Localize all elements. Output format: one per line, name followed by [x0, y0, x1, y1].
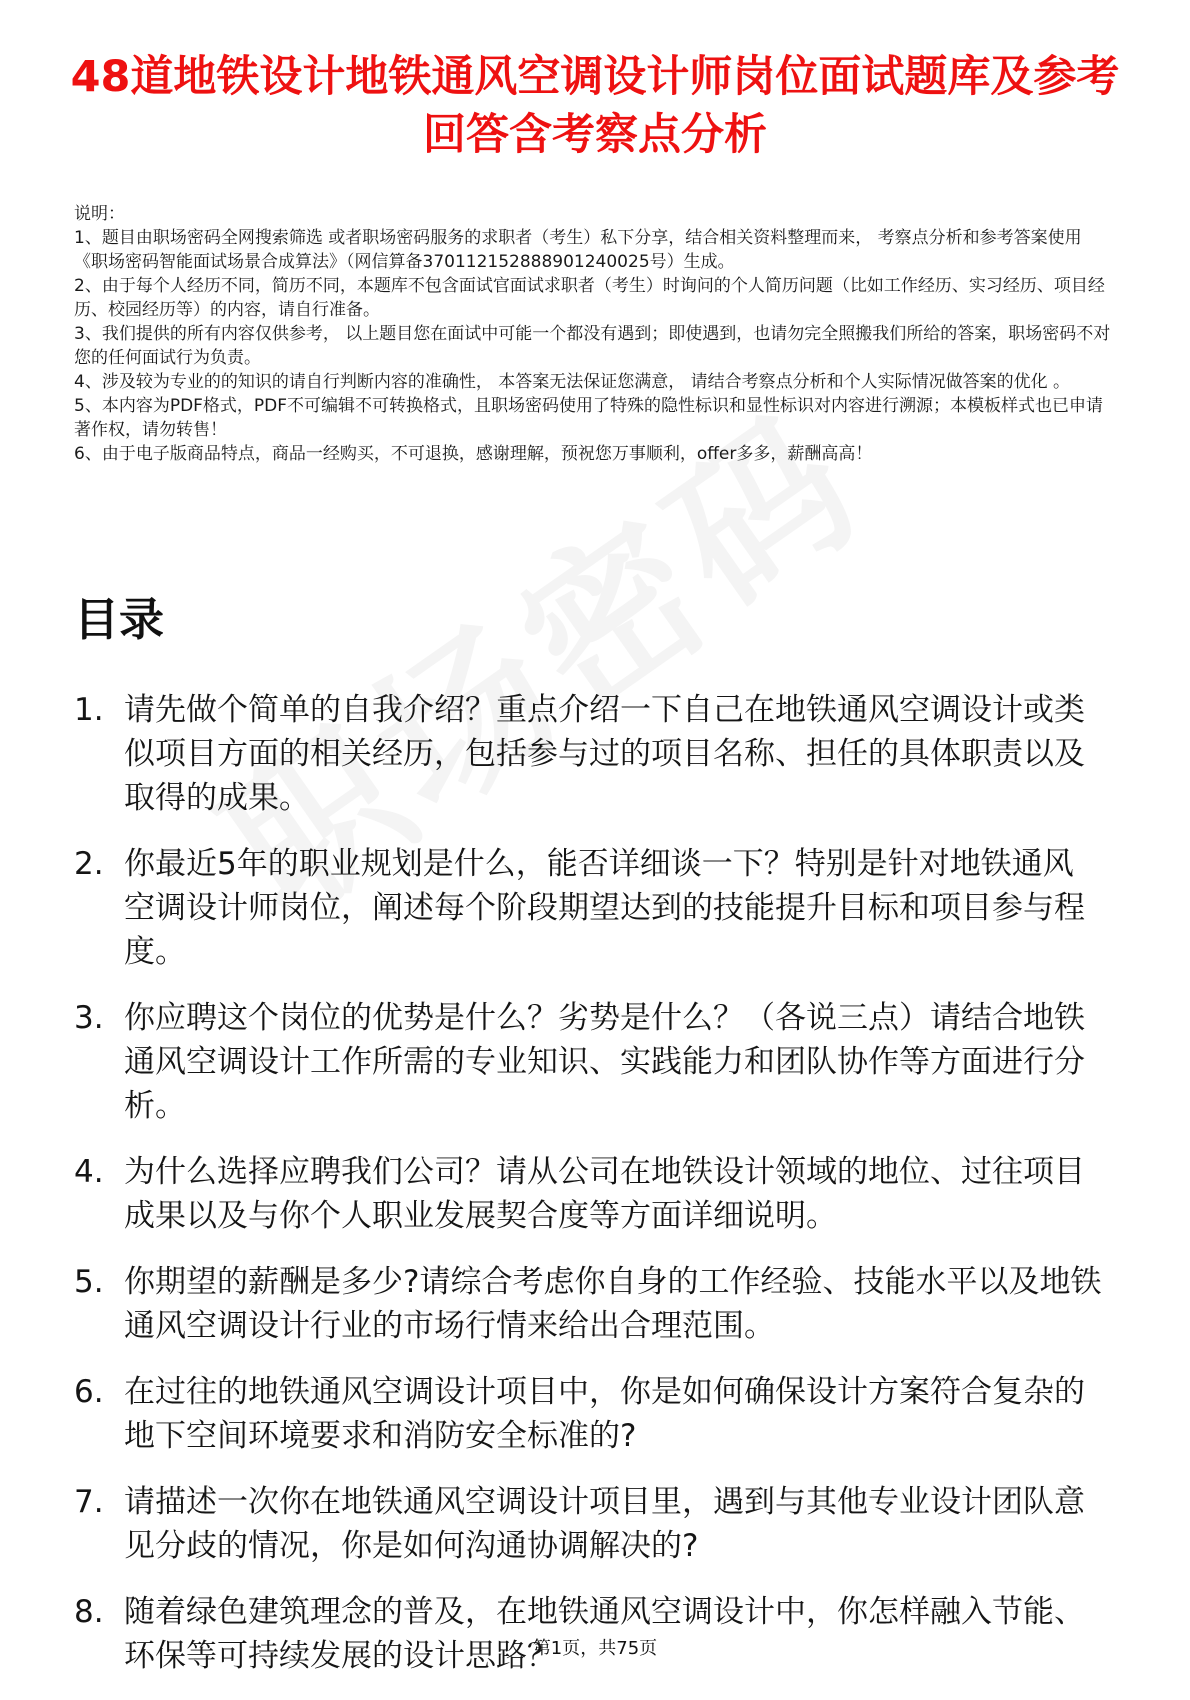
toc-item[interactable]	[74, 996, 1114, 1128]
toc-item-text: 你应聘这个岗位的优势是什么？劣势是什么？（各说三点）请结合地铁通风空调设计工作所需的专业知识、实践能力和团队协作等方面进行分析。	[124, 1000, 1085, 1124]
toc-item-number: 5.	[74, 1264, 104, 1300]
toc-item-text: 为什么选择应聘我们公司？请从公司在地铁设计领域的地位、过往项目成果以及与你个人职业发展契合度等方面详细说明。	[124, 1154, 1085, 1234]
toc-item-text: 你最近5年的职业规划是什么，能否详细谈一下？特别是针对地铁通风空调设计师岗位，阐述每个阶段期望达到的技能提升目标和项目参与程度。	[124, 846, 1085, 970]
toc-item-text: 随着绿色建筑理念的普及，在地铁通风空调设计中，你怎样融入节能、环保等可持续发展的设计思路？	[124, 1594, 1085, 1674]
note-item: 5、本内容为PDF格式，PDF不可编辑不可转换格式，且职场密码使用了特殊的隐性标识和显性标识对内容进行溯源；本模板样式也已申请著作权，请勿转售！	[74, 396, 1104, 440]
toc-item-number: 1.	[74, 692, 104, 728]
note-item: 1、题目由职场密码全网搜索筛选 或者职场密码服务的求职者（考生）私下分享，结合相关资料整理而来， 考察点分析和参考答案使用《职场密码智能面试场景合成算法》（网信算备370112152888901240025号）生成。	[74, 228, 1082, 272]
note-item: 3、我们提供的所有内容仅供参考， 以上题目您在面试中可能一个都没有遇到；即使遇到，也请勿完全照搬我们所给的答案，职场密码不对您的任何面试行为负责。	[74, 324, 1111, 368]
toc-item[interactable]	[74, 688, 1114, 820]
toc-item-number: 7.	[74, 1484, 104, 1520]
toc-heading: 目录	[74, 593, 165, 646]
page-footer: 第1页，共75页	[532, 1638, 658, 1659]
toc-item-text: 在过往的地铁通风空调设计项目中，你是如何确保设计方案符合复杂的地下空间环境要求和消防安全标准的?	[124, 1374, 1085, 1454]
toc-item-text: 你期望的薪酬是多少?请综合考虑你自身的工作经验、技能水平以及地铁通风空调设计行业的市场行情来给出合理范围。	[124, 1264, 1102, 1344]
toc-item-number: 3.	[74, 1000, 104, 1036]
toc-item-number: 4.	[74, 1154, 104, 1190]
note-item: 6、由于电子版商品特点，商品一经购买，不可退换，感谢理解，预祝您万事顺利，offer多多，薪酬高高！	[74, 444, 873, 464]
notes-section	[74, 202, 1114, 466]
toc-item[interactable]	[74, 842, 1114, 974]
toc-item-number: 8.	[74, 1594, 104, 1630]
toc-item[interactable]	[74, 1260, 1114, 1348]
page-title: 48道地铁设计地铁通风空调设计师岗位面试题库及参考回答含考察点分析	[70, 52, 1120, 160]
notes-label: 说明：	[74, 204, 125, 224]
toc-item[interactable]	[74, 1480, 1114, 1568]
note-item: 2、由于每个人经历不同，简历不同，本题库不包含面试官面试求职者（考生）时询问的个人简历问题（比如工作经历、实习经历、项目经历、校园经历等）的内容，请自行准备。	[74, 276, 1105, 320]
toc-item-text: 请描述一次你在地铁通风空调设计项目里，遇到与其他专业设计团队意见分歧的情况，你是如何沟通协调解决的?	[124, 1484, 1085, 1564]
note-item: 4、涉及较为专业的的知识的请自行判断内容的准确性， 本答案无法保证您满意， 请结合考察点分析和个人实际情况做答案的优化 。	[74, 372, 1071, 392]
toc-item-number: 6.	[74, 1374, 104, 1410]
toc-item[interactable]	[74, 1150, 1114, 1238]
toc-item-number: 2.	[74, 846, 104, 882]
toc-item-text: 请先做个简单的自我介绍？重点介绍一下自己在地铁通风空调设计或类似项目方面的相关经历，包括参与过的项目名称、担任的具体职责以及取得的成果。	[124, 692, 1085, 816]
toc-item[interactable]	[74, 1370, 1114, 1458]
toc-list	[74, 688, 1114, 1700]
